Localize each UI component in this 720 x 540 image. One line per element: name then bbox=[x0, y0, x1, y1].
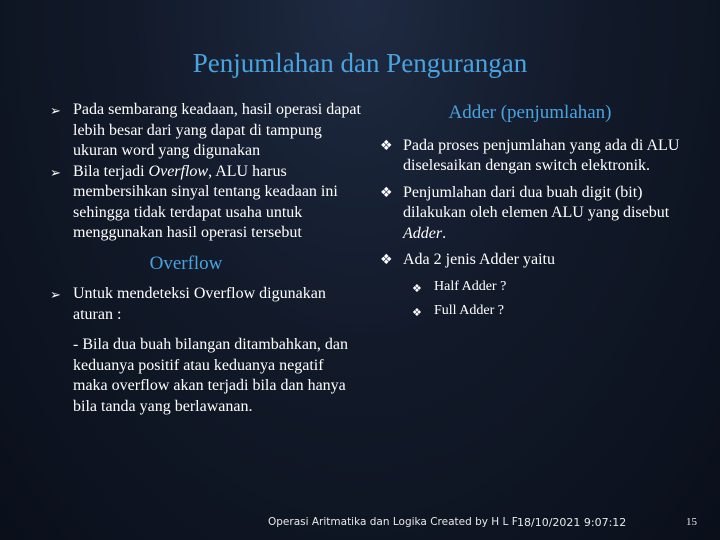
left-bullet-1-text: Pada sembarang keadaan, hasil operasi dapat lebih besar dari yang dapat di tampung ukuran word yang digunakan bbox=[73, 101, 361, 159]
slide-title: Penjumlahan dan Pengurangan bbox=[192, 48, 528, 78]
footer-date: 18/10/2021 9:07:12 bbox=[517, 516, 627, 529]
bullet-text-part: Penjumlahan dari dua buah digit (bit) dilakukan oleh elemen ALU yang disebut bbox=[403, 183, 670, 221]
adder-heading: Adder (penjumlahan) bbox=[448, 102, 612, 123]
diamond-bullet-icon: ❖ bbox=[412, 305, 422, 319]
bullet-text-italic: Adder bbox=[403, 224, 443, 242]
arrow-bullet-icon: ➢ bbox=[50, 288, 61, 303]
list-item bbox=[412, 277, 680, 299]
overflow-rule-text: - Bila dua buah bilangan ditambahkan, dan keduanya positif atau keduanya negatif maka overflow akan terjadi bila dan hanya bila tanda yang berlawanan. bbox=[73, 336, 349, 415]
adder-types-list bbox=[380, 277, 680, 323]
list-item bbox=[412, 301, 680, 323]
arrow-bullet-icon: ➢ bbox=[50, 104, 61, 119]
full-adder-text: Full Adder ? bbox=[434, 302, 504, 318]
left-bullet-3-text: Untuk mendeteksi Overflow digunakan aturan : bbox=[73, 285, 326, 323]
right-bullet-2-text bbox=[403, 183, 680, 245]
diamond-bullet-icon: ❖ bbox=[380, 252, 393, 268]
left-bullet-3 bbox=[50, 284, 362, 325]
left-bullet-2-text bbox=[73, 162, 362, 244]
half-adder-text: Half Adder ? bbox=[434, 278, 507, 294]
diamond-bullet-icon: ❖ bbox=[380, 137, 393, 154]
diamond-bullet-icon: ❖ bbox=[412, 281, 422, 295]
footer-text: Operasi Aritmatika dan Logika Created by H L F bbox=[268, 516, 518, 528]
bullet-text-part: Bila terjadi bbox=[73, 162, 149, 180]
diamond-bullet-icon: ❖ bbox=[380, 184, 393, 201]
arrow-bullet-icon: ➢ bbox=[50, 165, 61, 181]
right-column bbox=[380, 103, 680, 325]
bullet-text-italic: Overflow bbox=[148, 162, 209, 180]
right-bullet-1 bbox=[380, 136, 680, 177]
left-bullet-1 bbox=[50, 100, 362, 162]
overflow-heading: Overflow bbox=[149, 252, 223, 274]
page-number: 15 bbox=[686, 516, 697, 528]
left-column bbox=[50, 100, 362, 417]
right-bullet-2 bbox=[380, 183, 680, 245]
bullet-text-part: . bbox=[442, 224, 447, 242]
bullet-text-part: , ALU harus membersihkan sinyal tentang keadaan ini sehingga tidak terdapat usaha untuk menggunakan hasil operasi tersebut bbox=[73, 162, 338, 241]
right-bullet-3-text: Ada 2 jenis Adder yaitu bbox=[403, 251, 555, 268]
left-bullet-2 bbox=[50, 162, 362, 244]
right-bullet-3 bbox=[380, 250, 680, 271]
right-bullet-1-text: Pada proses penjumlahan yang ada di ALU diselesaikan dengan switch elektronik. bbox=[403, 136, 680, 174]
